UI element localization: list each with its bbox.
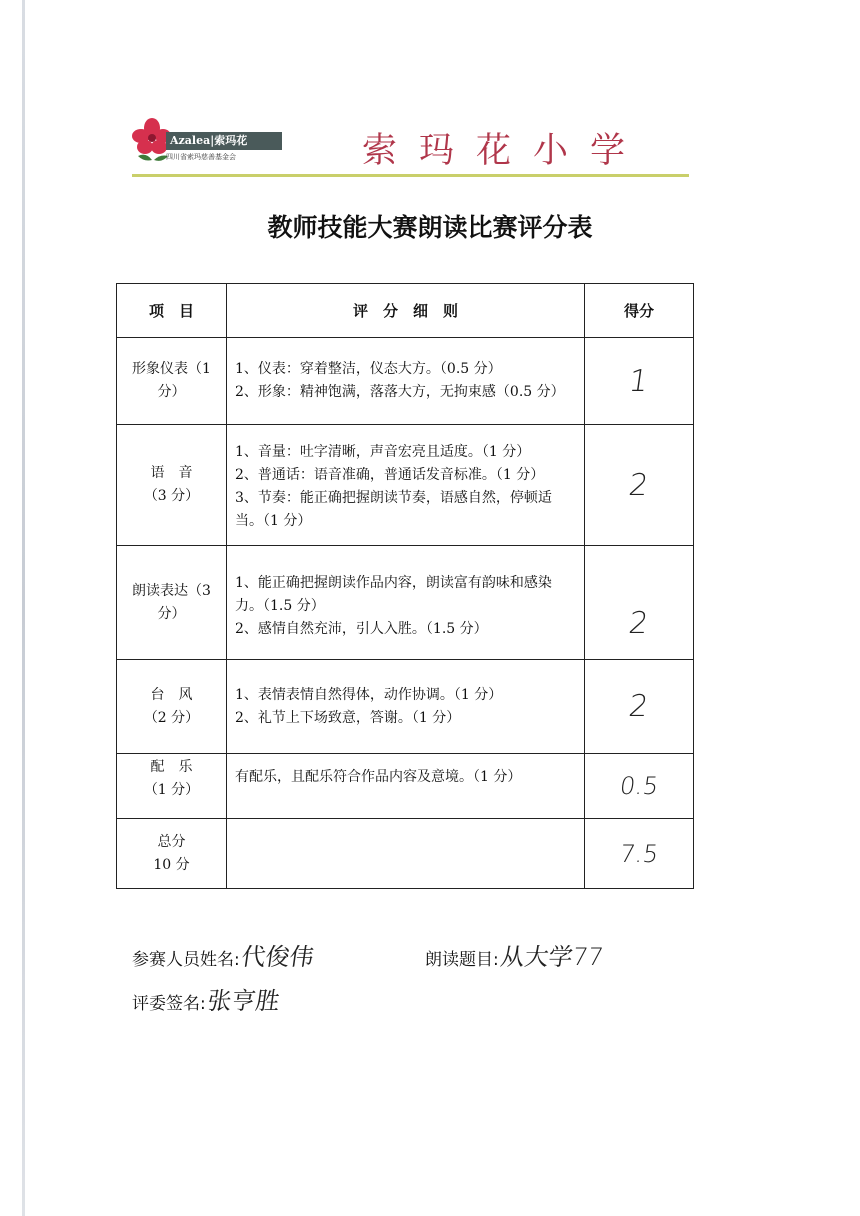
logo-subtext: 四川省索玛慈善基金会 [166,153,236,161]
rule-line: 2、形象：精神饱满，落落大方，无拘束感（0.5 分） [235,384,565,400]
row-item-label: 台 风 （2 分） [143,686,200,726]
row-score [585,660,694,754]
school-name: 索玛花小学 [362,131,648,171]
topic-field [425,937,603,972]
rule-line: 1、仪表：穿着整洁，仪态大方。（0.5 分） [235,361,502,377]
judge-signature: 张亨胜 [205,987,282,1015]
scan-edge [22,0,25,1216]
handwritten-total-score: 7.5 [617,839,661,868]
table-row [117,546,694,660]
judge-label: 评委签名: [132,994,206,1014]
row-item [117,338,227,425]
rule-line: 2、普通话：语音准确，普通话发音标准。（1 分） [235,467,545,483]
rule-line: 1、表情表情自然得体，动作协调。（1 分） [235,687,503,703]
row-item-label: 语 音 （3 分） [143,465,200,504]
row-score [585,754,694,819]
row-rules [227,546,585,660]
rule-line: 3、节奏：能正确把握朗读节奏，语感自然，停顿适当。（1 分） [235,490,552,529]
row-item-label: 配 乐 （1 分） [143,759,200,798]
contestant-label: 参赛人员姓名: [132,950,240,970]
row-item [117,660,227,754]
topic-handwritten: 从大学77 [498,943,605,971]
row-item-label: 总分 10 分 [153,833,190,873]
row-score [585,546,694,660]
logo-text: Azalea|索玛花 [166,132,282,150]
header-rule [132,174,689,177]
row-item [117,425,227,546]
row-item-label: 朗读表达（3分） [132,582,211,622]
header-item: 项 目 [117,284,227,338]
topic-label: 朗读题目: [425,950,499,970]
row-score [585,425,694,546]
table-row [117,338,694,425]
contestant-field [132,937,314,972]
rule-line: 2、感情自然充沛，引人入胜。（1.5 分） [235,621,488,637]
row-rules-empty [227,819,585,889]
judge-field [132,981,280,1016]
handwritten-score: 2 [626,606,652,641]
row-item [117,754,227,819]
table-header-row [117,284,694,338]
handwritten-score: 1 [626,363,652,399]
row-score [585,819,694,889]
header-rules: 评 分 细 则 [227,284,585,338]
table-row [117,660,694,754]
handwritten-score: 0.5 [617,772,661,800]
row-item [117,546,227,660]
table-row [117,754,694,819]
handwritten-score: 2 [626,467,652,503]
azalea-logo [132,116,282,166]
header-score: 得分 [585,284,694,338]
rule-line: 2、礼节上下场致意，答谢。（1 分） [235,710,461,726]
row-rules [227,660,585,754]
row-score [585,338,694,425]
document-title: 教师技能大赛朗读比赛评分表 [267,213,593,242]
table-row-total [117,819,694,889]
row-item-label: 形象仪表（1分） [132,361,211,400]
handwritten-score: 2 [626,689,652,724]
scoring-table [116,283,694,889]
rule-line: 有配乐，且配乐符合作品内容及意境。（1 分） [235,769,522,785]
row-rules [227,338,585,425]
table-row [117,425,694,546]
row-rules [227,754,585,819]
row-item [117,819,227,889]
rule-line: 1、音量：吐字清晰，声音宏亮且适度。（1 分） [235,444,531,460]
contestant-signature: 代俊伟 [239,943,316,971]
rule-line: 1、能正确把握朗读作品内容，朗读富有韵味和感染力。（1.5 分） [235,575,552,614]
row-rules [227,425,585,546]
